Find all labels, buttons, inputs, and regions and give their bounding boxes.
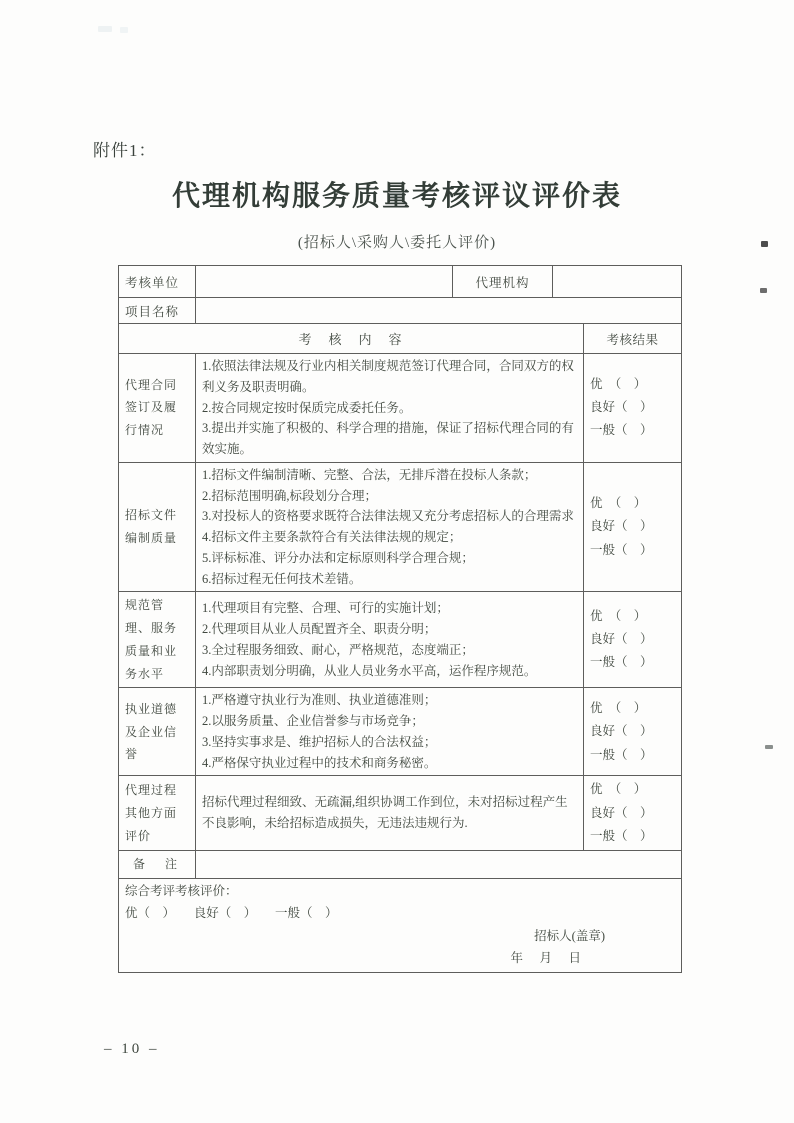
table-row-management [119, 592, 682, 688]
project-name-label: 项目名称 [119, 298, 196, 324]
evaluation-table [118, 265, 682, 973]
remark-label: 备 注 [119, 850, 196, 878]
page-title: 代理机构服务质量考核评议评价表 [171, 180, 622, 211]
summary-options: 优（ ） 良好（ ） 一般（ ） [125, 905, 338, 920]
page-subtitle: (招标人\采购人\委托人评价) [297, 235, 497, 251]
category-cell: 招标文件编制质量 [119, 462, 196, 592]
agency-value [553, 266, 682, 298]
agency-label: 代理机构 [453, 266, 553, 298]
page-number: – 10 – [104, 1041, 160, 1057]
scan-artifact [765, 745, 773, 749]
option-excellent: 优 （ ） [590, 609, 647, 624]
option-good: 良好（ ） [590, 400, 653, 415]
table-row-ethics [119, 688, 682, 776]
table-row-contract [119, 354, 682, 463]
date-label: 年 月 日 [510, 951, 583, 966]
table-row-column-headers [119, 324, 682, 354]
summary-cell [119, 878, 682, 972]
criteria-cell [196, 354, 584, 463]
option-excellent: 优 （ ） [590, 496, 647, 511]
option-average: 一般（ ） [590, 828, 653, 843]
result-column-header: 考核结果 [584, 324, 682, 354]
scan-artifact [120, 27, 128, 33]
table-row-other-aspects [119, 776, 682, 850]
option-average: 一般（ ） [590, 747, 653, 762]
table-row-summary [119, 878, 682, 972]
result-cell [584, 462, 682, 592]
criteria-item: 3.对投标人的资格要求既符合法律法规又充分考虑招标人的合理需求 [202, 509, 574, 524]
option-good: 良好（ ） [590, 805, 653, 820]
criteria-cell [196, 462, 584, 592]
table-row-remarks [119, 850, 682, 878]
scan-artifact [98, 26, 112, 32]
result-cell [584, 688, 682, 776]
criteria-cell [196, 776, 584, 850]
criteria-item: 1.严格遵守执业行为准则、执业道德准则； [202, 693, 437, 708]
option-excellent: 优 （ ） [590, 782, 647, 797]
summary-title: 综合考评考核评价： [125, 883, 238, 898]
criteria-item: 4.招标文件主要条款符合有关法律法规的规定； [202, 530, 462, 544]
scan-artifact [760, 288, 767, 293]
category-cell: 代理合同签订及履行情况 [119, 354, 196, 463]
criteria-item: 4.内部职责划分明确，从业人员业务水平高，运作程序规范。 [202, 663, 537, 678]
option-average: 一般（ ） [590, 655, 653, 670]
criteria-item: 2.代理项目从业人员配置齐全、职责分明； [202, 622, 437, 637]
result-cell [584, 592, 682, 688]
criteria-cell [196, 688, 584, 776]
remark-value [196, 850, 682, 878]
criteria-item: 5.评标标准、评分办法和定标原则科学合理合规； [202, 550, 474, 565]
criteria-cell [196, 592, 584, 688]
table-row-assess-unit [119, 266, 682, 298]
option-good: 良好（ ） [590, 519, 653, 534]
criteria-item: 3.坚持实事求是、维护招标人的合法权益； [202, 734, 437, 749]
criteria-item: 6.招标过程无任何技术差错。 [202, 571, 362, 586]
criteria-item: 3.全过程服务细致、耐心，严格规范，态度端正； [202, 642, 474, 657]
criteria-item: 3.提出并实施了积极的、科学合理的措施，保证了招标代理合同的有效实施。 [202, 421, 574, 456]
project-name-value [196, 298, 682, 324]
criteria-item: 2.按合同规定按时保质完成委托任务。 [202, 400, 412, 415]
criteria-item: 招标代理过程细致、无疏漏,组织协调工作到位，未对招标过程产生不良影响，未给招标造成损失，无违法违规行为. [202, 795, 568, 831]
criteria-item: 1.招标文件编制清晰、完整、合法，无排斥潜在投标人条款； [202, 467, 537, 482]
table-row-project-name [119, 298, 682, 324]
criteria-item: 2.以服务质量、企业信誉参与市场竞争； [202, 714, 424, 729]
attachment-label: 附件1： [93, 141, 157, 160]
bidder-seal-label: 招标人(盖章) [534, 928, 605, 943]
category-cell: 代理过程其他方面评价 [119, 776, 196, 850]
option-average: 一般（ ） [590, 542, 653, 557]
option-average: 一般（ ） [590, 423, 653, 438]
category-cell: 执业道德及企业信誉 [119, 688, 196, 776]
result-cell [584, 354, 682, 463]
assess-unit-label: 考核单位 [119, 266, 196, 298]
table-row-bid-documents [119, 462, 682, 592]
assess-unit-value [196, 266, 453, 298]
criteria-item: 1.依照法律法规及行业内相关制度规范签订代理合同，合同双方的权利义务及职责明确。 [202, 359, 574, 394]
criteria-item: 1.代理项目有完整、合理、可行的实施计划； [202, 601, 449, 616]
result-cell [584, 776, 682, 850]
option-excellent: 优 （ ） [590, 701, 647, 716]
option-excellent: 优 （ ） [590, 377, 647, 392]
content-column-header: 考 核 内 容 [119, 324, 584, 354]
criteria-item: 2.招标范围明确,标段划分合理； [202, 488, 378, 503]
category-cell: 规范管理、服务质量和业务水平 [119, 592, 196, 688]
option-good: 良好（ ） [590, 724, 653, 739]
option-good: 良好（ ） [590, 632, 653, 647]
criteria-item: 4.严格保守执业过程中的技术和商务秘密。 [202, 755, 437, 770]
